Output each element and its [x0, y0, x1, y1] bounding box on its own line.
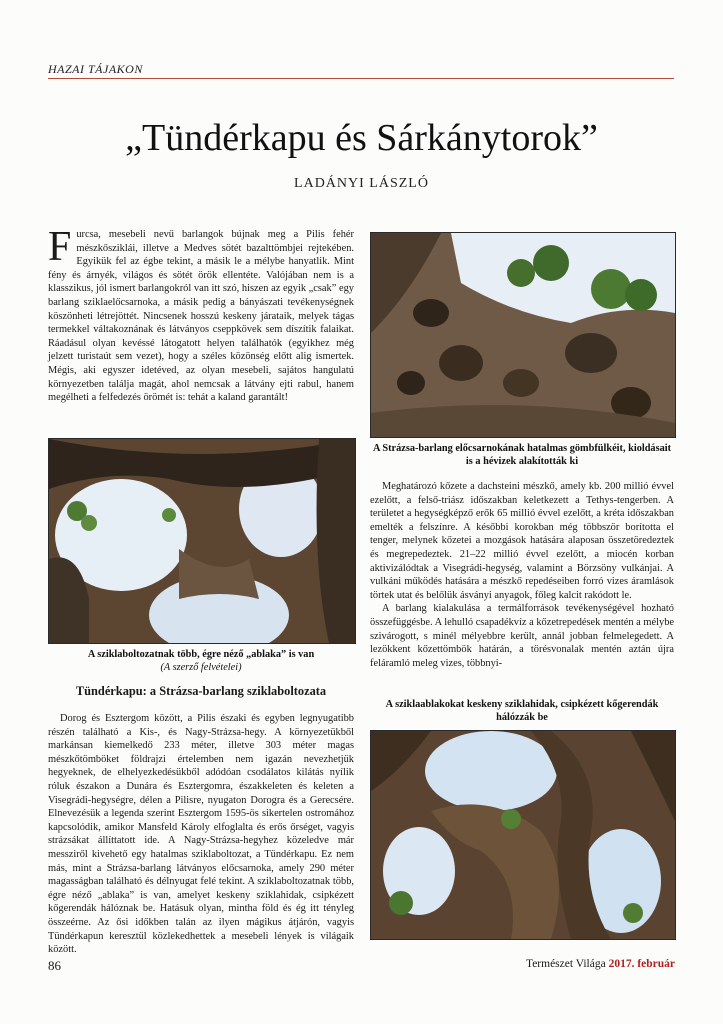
right-paragraph-2: A barlang kialakulása a termálforrások tevékenységével hozható összefüggésbe. A lehulló csapadékvíz a kőzetrepedések mentén a mélybe szivárogott, s minél mélyebbre került, annál jobban felmelegedett. A lezökkent kőzettömbök határán, a törésvonalak mentén aztán újra feláramló meleg vizes, többnyi- [370, 603, 674, 669]
magazine-name: Természet Világa [525, 958, 606, 970]
photo-cave-niches [370, 232, 676, 438]
section1-paragraph: Dorog és Esztergom között, a Pilis északi és egyben legnyugatibb részén található a Kis-, és Nagy-Strázsa-hegy. A környezetükből markánsan kiemelkedő 233 méter, illetve 303 méter magas mészkőtömböket földrajzi értelemben nem igazán nevezhetjük hegyeknek, de elhelyezkedésükből adódóan csodálatos kilátás nyílik róluk északon a Dunára és Esztergomra, északkeleten és keleten a Visegrádi-hegységre, délen a Pilisre, nyugaton Dorogra és a Gerecsére. Elnevezésük a legenda szerint Esztergom 1595-ös sikertelen ostromához kapcsolódik, amikor Mansfeld Károly elfoglalta és erős őrséget, vagyis strázsákat állíttatott ide. A Nagy-Strázsa-hegyhez közeledve már messziről kivehető egy hatalmas sziklaboltozat, a Tündérkapu. Ez nem más, mint a Strázsa-barlang látványos előcsarnoka, amely 290 méter magasságban található és délnyugat felé tekint. A sziklaboltozatnak több, égre néző „ablaka” is van, amelyet keskeny sziklahidak, csipkézett kőgerendák hálóznak be. Hatásuk olyan, mintha föld és ég itt tényleg összeérne. Az ősi időkben talán az ilyen mágikus átjárón, vagyis Tündérkapun keresztül közlekedhettek a mesebeli lények is világaik között. [48, 713, 354, 956]
article-author: LADÁNYI LÁSZLÓ [294, 176, 429, 191]
photo-credit: (A szerző felvételei) [160, 662, 242, 673]
caption-figure3: A sziklaablakokat keskeny sziklahidak, csipkézett kőgerendák hálózzák be [385, 699, 659, 723]
intro-text [48, 224, 354, 405]
photo-rock-bridges [370, 730, 676, 940]
caption-figure2: A Strázsa-barlang előcsarnokának hatalmas gömbfülkéit, kioldásait is a hévizek alakították ki [372, 443, 672, 467]
intro-body: urcsa, mesebeli nevű barlangok bújnak meg a Pilis fehér mészkősziklái, illetve a Medves sötét bazalttömbjei rejtekében. Egyikük fel az égbe tekint, a másik le a mélybe hanyatlik. Mint fény és árnyék, világos és sötét örök ellentéte. Valójában nem is a klasszikus, jól ismert barlangokról van itt szó, hiszen az egyik „csak” egy barlang sziklaelőcsarnoka, a másik pedig a bányászati tevékenységnek köszönheti létrejöttét. Nincsenek hosszú keskeny járataik, melyek tágas termekkel váltakoznának és látványos cseppkövek sem díszítik falaikat. Ráadásul olyan kevéssé látogatott helyen találhatók (egyikhez még jelzett turistaút sem vezet), hogy a széles közönség előtt alig ismertek. Mégis, aki egyszer idetéved, az olyan mesebeli, sajátos hangulatú környezetben találja magát, ahol nemcsak a látvány ejti rabul, hanem megélheti a felfedezés örömét is: tehát a kaland garantált! [48, 229, 354, 404]
header-rule [48, 78, 674, 79]
issue-date: 2017. február [608, 958, 675, 970]
caption-figure1 [48, 648, 354, 674]
section1-text [48, 712, 354, 957]
page-number: 86 [48, 958, 61, 973]
section-label: HAZAI TÁJAKON [48, 62, 143, 76]
section-heading: Tündérkapu: a Strázsa-barlang sziklaboltozata [75, 684, 327, 698]
article-title: „Tündérkapu és Sárkánytorok” [125, 117, 598, 159]
right-column-text [370, 480, 674, 670]
footer-magazine [526, 958, 675, 970]
caption-figure1-text: A sziklaboltozatnak több, égre néző „ablaka” is van [87, 649, 315, 660]
dropcap: F [48, 224, 72, 270]
photo-arch-windows [48, 438, 356, 644]
right-paragraph-1: Meghatározó kőzete a dachsteini mészkő, amely kb. 200 millió évvel ezelőtt, a felső-triász időszakban keletkezett a Tethys-tengerben. A területet a hegységképző erők 65 millió évvel ezelőtt, a kréta időszakban emelték a felszínre. A későbbi korokban még többször borította el tenger, melynek kőzetei a mozgások hatására alaposan összetöredeztek és megrepedeztek. 21–22 millió évvel ezelőtt, a miocén korban aktivizálódtak a Visegrádi-hegység, valamint a Börzsöny vulkánjai. A vulkáni működés hatására a mészkő repedéseiben forró vizes áramlások törtek utat és belőlük ásványi anyagok, főleg kalcit rakódott le. [370, 481, 674, 601]
